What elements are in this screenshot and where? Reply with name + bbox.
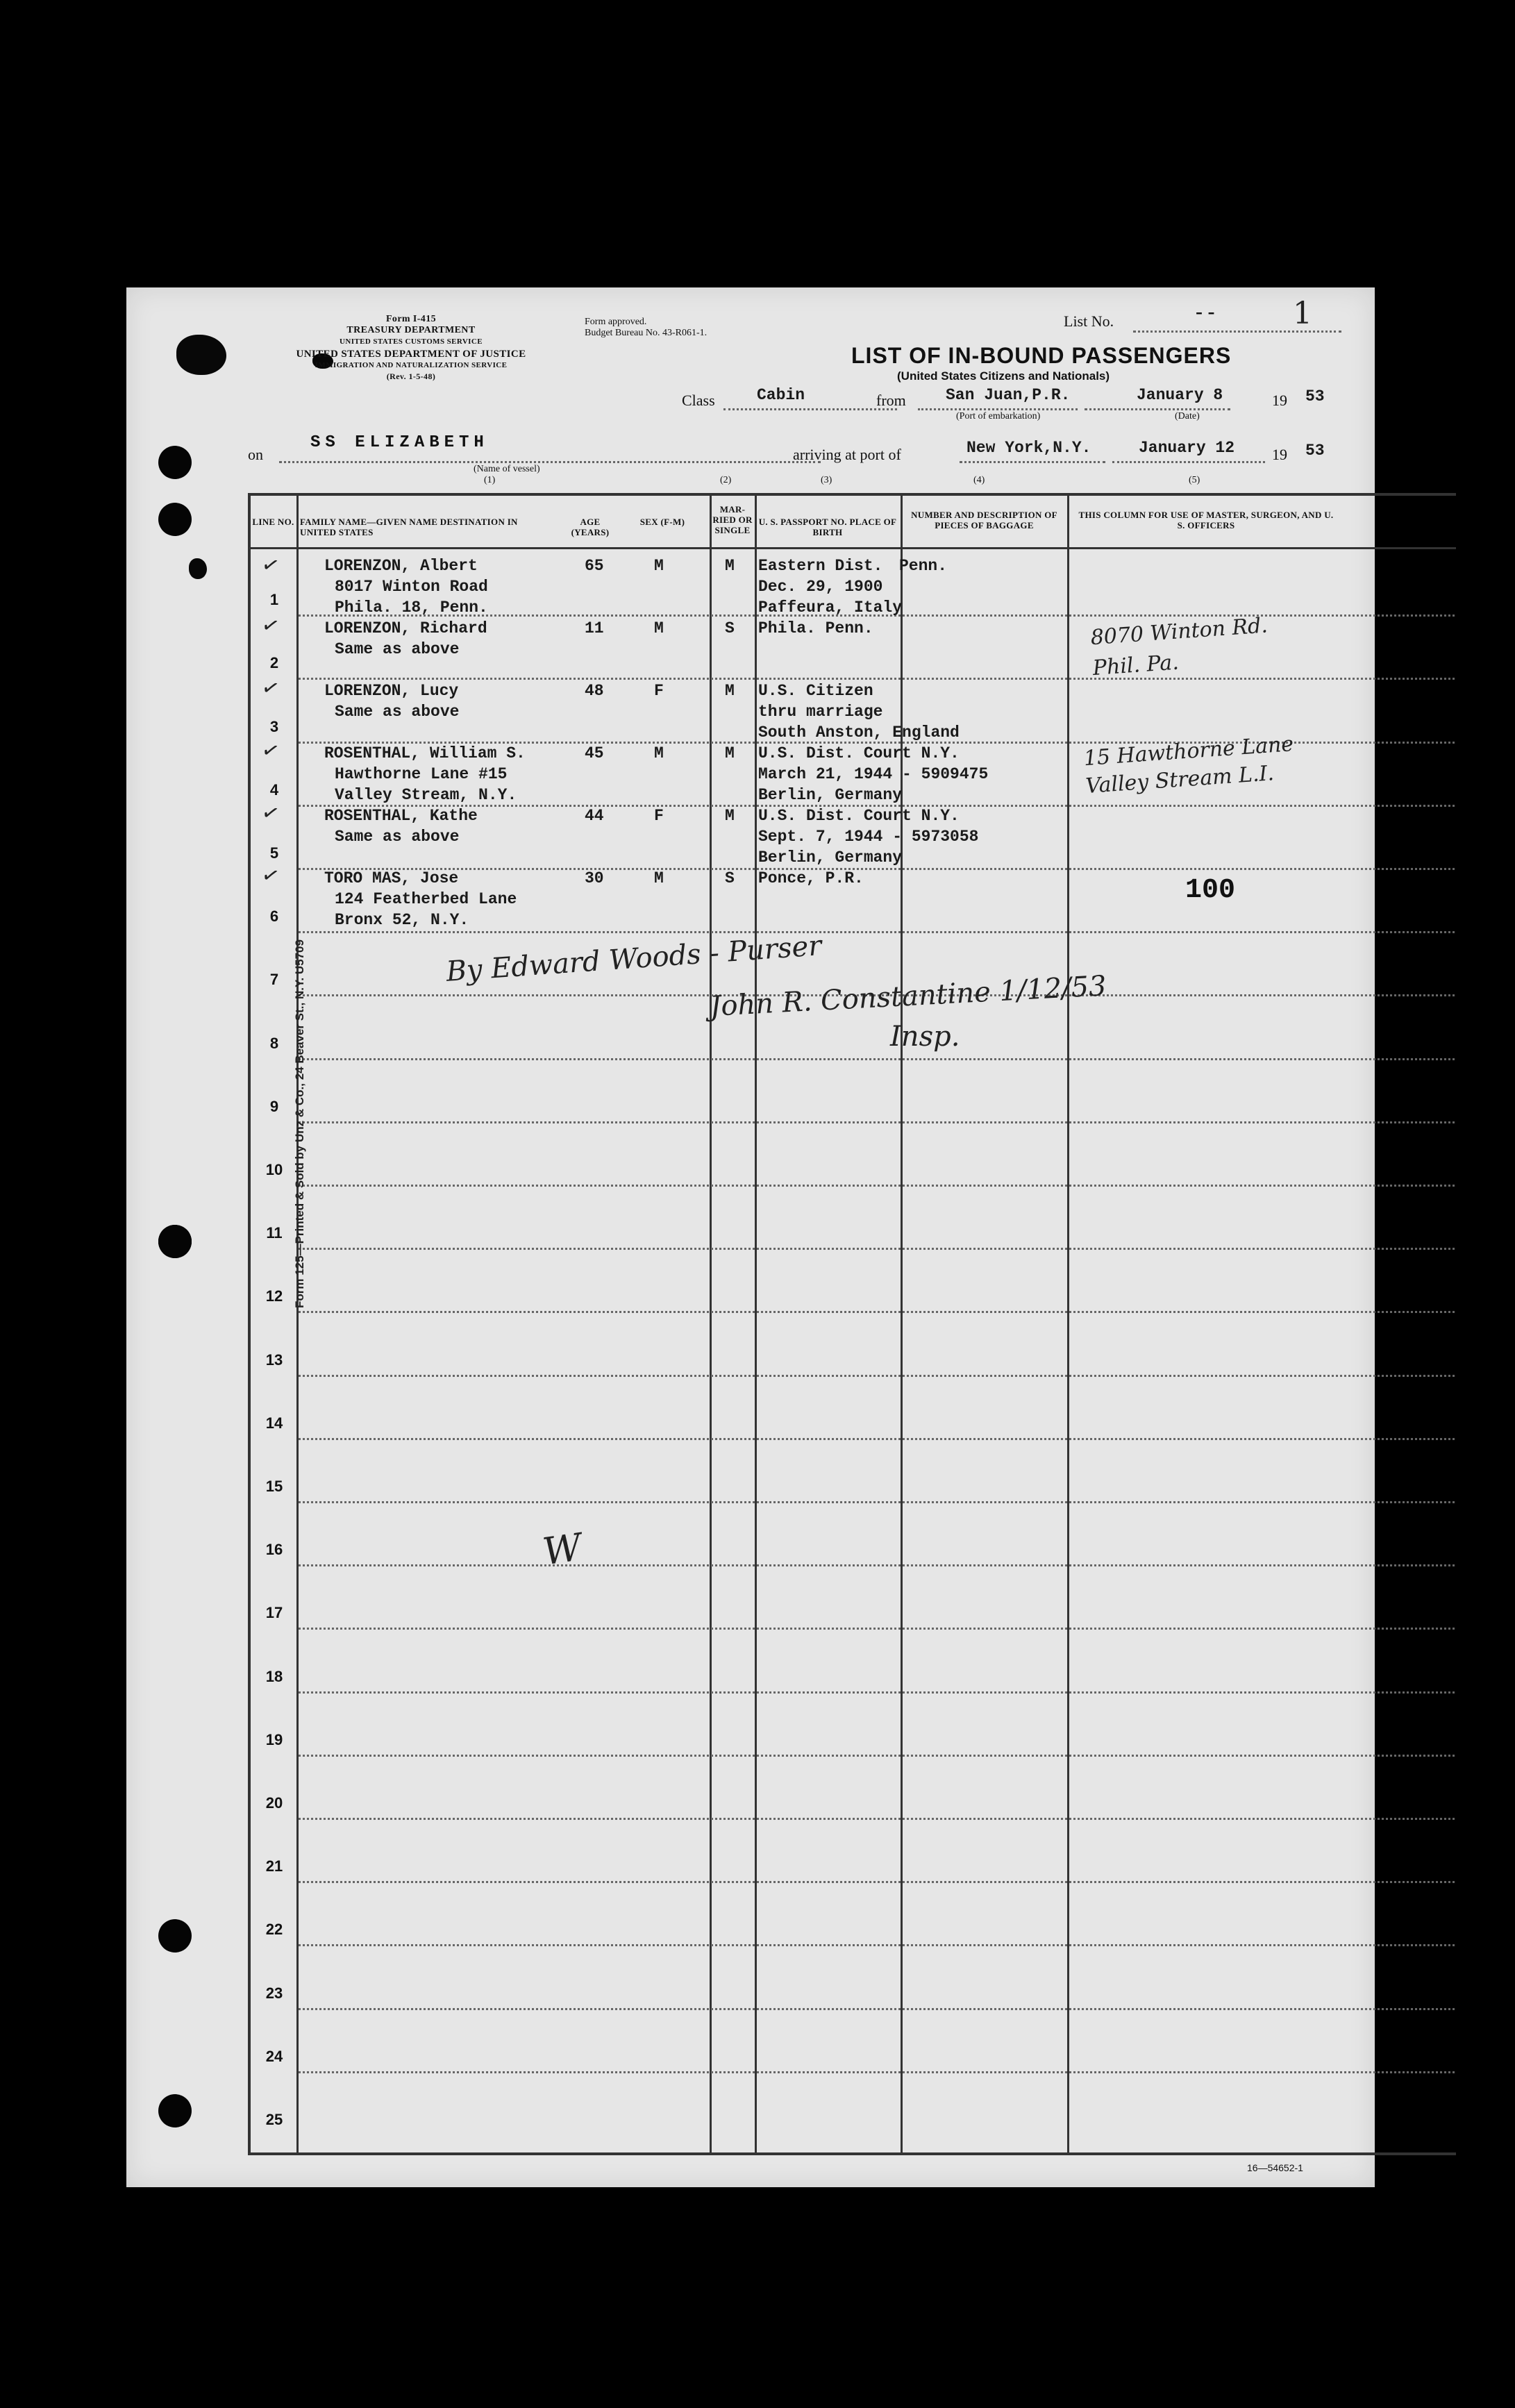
row-rule — [299, 1248, 1455, 1250]
passenger-marital: M — [725, 807, 735, 825]
col-number-5: (5) — [1189, 475, 1200, 485]
row-rule — [299, 1501, 1455, 1503]
passenger-address: Bronx 52, N.Y. — [335, 911, 469, 929]
col-header-line: LINE NO. — [252, 517, 294, 527]
binder-hole — [158, 2094, 192, 2127]
header-rule — [248, 547, 1456, 549]
passenger-marital: M — [725, 557, 735, 575]
passenger-sex: F — [654, 682, 664, 700]
passenger-sex: M — [654, 557, 664, 575]
arrival-port: New York,N.Y. — [966, 439, 1091, 457]
passport-info: Dec. 29, 1900 — [758, 578, 883, 596]
col-number-3: (3) — [821, 475, 832, 485]
from-label: from — [876, 392, 906, 409]
passenger-name: ROSENTHAL, William S. — [324, 744, 526, 762]
row-rule — [299, 2008, 1455, 2010]
footer-code: 16—54652-1 — [1247, 2162, 1303, 2173]
vessel-caption: (Name of vessel) — [474, 464, 540, 474]
on-label: on — [248, 446, 263, 463]
passport-info: Eastern Dist. — [758, 557, 883, 575]
passenger-sex: F — [654, 807, 664, 825]
passenger-age: 44 — [585, 807, 604, 825]
form-title: LIST OF IN-BOUND PASSENGERS — [851, 343, 1232, 368]
passenger-address: Hawthorne Lane #15 — [335, 765, 508, 783]
from-value: San Juan,P.R. — [946, 386, 1071, 404]
arriving-label: arriving at port of — [793, 446, 901, 463]
line-number: 10 — [265, 1161, 283, 1178]
line-number: 5 — [269, 844, 279, 862]
manifest-page — [126, 287, 1375, 2187]
check-mark: ✓ — [259, 675, 282, 702]
form-number: Form I-415 — [385, 314, 437, 324]
passport-info: Penn. — [899, 557, 948, 575]
row-rule — [299, 1755, 1455, 1757]
row-rule — [299, 1818, 1455, 1820]
row-rule — [299, 1058, 1455, 1060]
line-number: 14 — [265, 1414, 283, 1432]
list-no-mark: - - — [1196, 300, 1215, 323]
list-no-value: 1 — [1293, 296, 1312, 331]
passenger-sex: M — [654, 619, 664, 637]
embark-date: January 8 — [1137, 386, 1223, 404]
table-top-rule — [248, 493, 1456, 496]
purser-signature: By Edward Woods - Purser — [445, 930, 823, 988]
passenger-sex: M — [654, 744, 664, 762]
row-rule — [299, 1881, 1455, 1883]
binder-hole — [158, 1919, 192, 1953]
passenger-address: Phila. 18, Penn. — [335, 599, 488, 617]
ink-blot — [176, 335, 226, 375]
officer-note: 8070 Winton Rd. Phil. Pa. — [1089, 613, 1269, 681]
passport-info: Berlin, Germany — [758, 786, 903, 804]
line-number: 18 — [265, 1667, 283, 1685]
col-header-passport: U. S. PASSPORT NO. PLACE OF BIRTH — [758, 517, 897, 537]
class-label: Class — [682, 392, 715, 409]
line-number: 19 — [265, 1730, 283, 1748]
line-number: 17 — [265, 1604, 283, 1622]
line-number: 23 — [265, 1984, 283, 2002]
line-number: 15 — [265, 1478, 283, 1495]
passport-info: Berlin, Germany — [758, 848, 903, 867]
class-value: Cabin — [757, 386, 805, 404]
passenger-marital: M — [725, 744, 735, 762]
passenger-name: LORENZON, Lucy — [324, 682, 459, 700]
passenger-address: Same as above — [335, 640, 460, 658]
inspector-signature: John R. Constantine 1/12/53 — [709, 970, 1107, 1023]
passenger-age: 30 — [585, 869, 604, 887]
vessel-name: SS ELIZABETH — [310, 433, 489, 452]
passport-info: U.S. Dist. Court N.Y. — [758, 807, 960, 825]
passenger-address: Valley Stream, N.Y. — [335, 786, 517, 804]
row-rule — [299, 1564, 1455, 1566]
row-rule — [299, 1438, 1455, 1440]
passenger-marital: S — [725, 619, 735, 637]
passport-info: South Anston, England — [758, 724, 960, 742]
line-number: 2 — [269, 654, 279, 672]
line-number: 20 — [265, 1794, 283, 1812]
row-rule — [299, 1944, 1455, 1946]
check-mark: ✓ — [259, 737, 282, 764]
arrival-date: January 12 — [1139, 439, 1235, 457]
ins-service: IMMIGRATION AND NATURALIZATION SERVICE — [315, 361, 508, 369]
check-mark: ✓ — [259, 552, 282, 579]
col-header-married: MAR-RIED OR SINGLE — [712, 504, 753, 535]
line-number: 22 — [265, 1921, 283, 1939]
line-number: 12 — [265, 1287, 283, 1305]
line-number: 4 — [269, 780, 279, 799]
col-header-age: AGE (YEARS) — [571, 517, 610, 537]
col-number-1: (1) — [484, 475, 496, 485]
arrival-date-line — [1112, 461, 1265, 463]
col-number-2: (2) — [720, 475, 732, 485]
row-rule — [299, 931, 1455, 933]
inspector-title: Insp. — [890, 1021, 960, 1053]
from-line — [918, 408, 1078, 410]
handwritten-mark: W — [539, 1525, 585, 1574]
passport-info: thru marriage — [758, 703, 883, 721]
line-number: 21 — [265, 1857, 283, 1875]
line-number: 1 — [269, 591, 279, 609]
passenger-name: ROSENTHAL, Kathe — [324, 807, 478, 825]
passport-info: March 21, 1944 - 5909475 — [758, 765, 989, 783]
passenger-name: LORENZON, Richard — [324, 619, 487, 637]
justice-dept: UNITED STATES DEPARTMENT OF JUSTICE — [296, 349, 526, 360]
arrival-port-line — [960, 461, 1105, 463]
vessel-line — [279, 461, 821, 463]
line-number: 13 — [265, 1351, 283, 1369]
line-number: 25 — [265, 2111, 283, 2128]
passenger-age: 65 — [585, 557, 604, 575]
customs-service: UNITED STATES CUSTOMS SERVICE — [340, 337, 483, 346]
form-subtitle: (United States Citizens and Nationals) — [897, 369, 1110, 383]
list-no-label: List No. — [1064, 312, 1114, 330]
line-number: 11 — [266, 1224, 283, 1242]
passport-info: Paffeura, Italy — [758, 599, 903, 617]
row-rule — [299, 1121, 1455, 1123]
passenger-name: TORO MAS, Jose — [324, 869, 459, 887]
date-caption: (Date) — [1175, 411, 1200, 421]
row-rule — [299, 1311, 1455, 1313]
passenger-name: LORENZON, Albert — [324, 557, 478, 575]
row-rule — [299, 1375, 1455, 1377]
embark-year: 53 — [1305, 387, 1325, 405]
passenger-marital: M — [725, 682, 735, 700]
binder-hole — [158, 446, 192, 479]
table-bottom-rule — [248, 2152, 1456, 2155]
printer-margin-text: Form 125—Printed & Sold by Unz & Co., 24 Beaver St., N.Y. U5709 — [293, 939, 306, 1308]
arrival-year-prefix: 19 — [1272, 446, 1287, 463]
row-rule — [299, 1185, 1455, 1187]
ink-blot — [189, 558, 207, 579]
row-rule — [299, 1691, 1455, 1694]
row-rule — [299, 868, 1455, 870]
embark-date-line — [1085, 408, 1230, 410]
passport-info: U.S. Dist. Court N.Y. — [758, 744, 960, 762]
line-number: 9 — [269, 1097, 279, 1115]
col-header-sex: SEX (F-M) — [639, 517, 685, 527]
embark-caption: (Port of embarkation) — [956, 411, 1041, 421]
passport-info: Ponce, P.R. — [758, 869, 864, 887]
passenger-sex: M — [654, 869, 664, 887]
passenger-address: Same as above — [335, 703, 460, 721]
line-number: 8 — [269, 1034, 279, 1052]
passenger-age: 48 — [585, 682, 604, 700]
binder-hole — [158, 1225, 192, 1258]
revision: (Rev. 1-5-48) — [386, 371, 436, 381]
officer-note: 100 — [1185, 875, 1236, 906]
arrival-year: 53 — [1305, 442, 1325, 460]
passenger-marital: S — [725, 869, 735, 887]
check-mark: ✓ — [259, 800, 282, 827]
treasury-dept: TREASURY DEPARTMENT — [346, 325, 476, 335]
passenger-address: Same as above — [335, 828, 460, 846]
col-header-name: FAMILY NAME—GIVEN NAME DESTINATION IN UNITED STATES — [300, 517, 518, 537]
form-approved: Form approved. — [585, 317, 647, 327]
line-number: 6 — [269, 908, 279, 926]
line-number: 3 — [269, 717, 279, 735]
embark-year-prefix: 19 — [1272, 392, 1287, 409]
check-mark: ✓ — [259, 862, 282, 889]
line-number: 24 — [265, 2047, 283, 2065]
officer-note: 15 Hawthorne Lane Valley Stream L.I. — [1082, 732, 1295, 799]
passenger-age: 45 — [585, 744, 604, 762]
row-rule — [299, 2071, 1455, 2073]
budget-bureau: Budget Bureau No. 43-R061-1. — [585, 328, 708, 338]
passenger-address: 8017 Winton Road — [335, 578, 488, 596]
col-header-officers: THIS COLUMN FOR USE OF MASTER, SURGEON, AND U. S. OFFICERS — [1078, 510, 1334, 530]
col-number-4: (4) — [973, 475, 985, 485]
passport-info: Phila. Penn. — [758, 619, 873, 637]
class-line — [723, 408, 897, 410]
line-number: 7 — [269, 971, 279, 989]
passport-info: Sept. 7, 1944 - 5973058 — [758, 828, 979, 846]
passenger-age: 11 — [585, 619, 604, 637]
table-left-rule — [248, 493, 251, 2155]
passport-info: U.S. Citizen — [758, 682, 873, 700]
row-rule — [299, 678, 1455, 680]
passenger-address: 124 Featherbed Lane — [335, 890, 517, 908]
check-mark: ✓ — [259, 612, 282, 639]
binder-hole — [158, 503, 192, 536]
col-header-baggage: NUMBER AND DESCRIPTION OF PIECES OF BAGGAGE — [911, 510, 1057, 530]
row-rule — [299, 1628, 1455, 1630]
line-number: 16 — [265, 1541, 283, 1559]
